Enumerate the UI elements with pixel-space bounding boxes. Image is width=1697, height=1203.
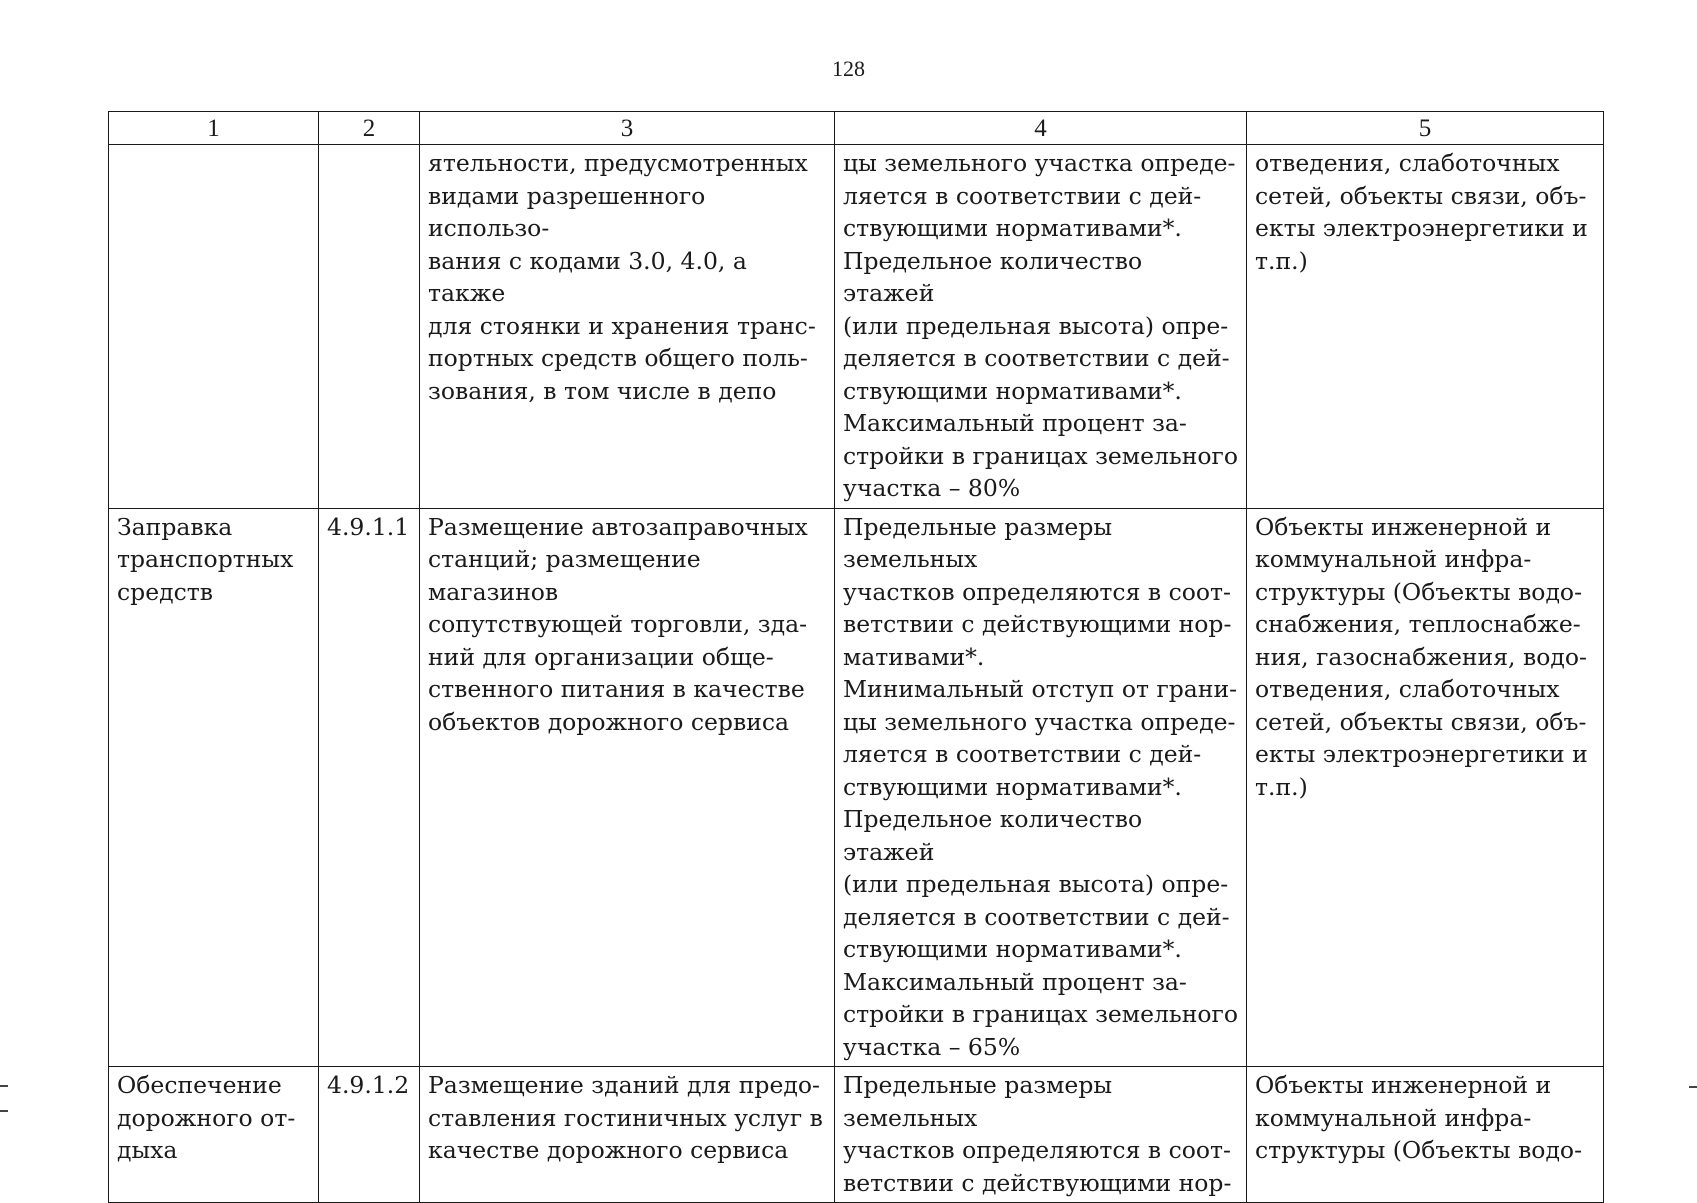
header-row [109,112,1604,145]
margin-scan-mark [0,1110,8,1112]
margin-scan-mark [0,1085,8,1087]
cell-parameters: Предельные размеры земельных участков определяются в соот- ветствии с действующими нор- [835,1067,1247,1203]
column-header-3: 3 [420,112,835,145]
column-header-2: 2 [319,112,420,145]
cell-description: Размещение зданий для предо- ставления гостиничных услуг в качестве дорожного сервиса [420,1067,835,1203]
cell-auxiliary: Объекты инженерной и коммунальной инфра- структуры (Объекты водо- [1247,1067,1604,1203]
cell-parameters: Предельные размеры земельных участков определяются в соот- ветствии с действующими нор- мативами*. Минимальный отступ от грани- цы земельного участка опреде- ляется в соответствии с дей- ствующими нормативами*. Предельное количество этажей (или предельная высота) опре- деляется в соответствии с дей- ствующими нормативами*. Максимальный процент за- стройки в границах земельного участка – 65% [835,508,1247,1067]
cell-name: Обеспечение дорожного от- дыха [109,1067,319,1203]
cell-auxiliary: Объекты инженерной и коммунальной инфра- структуры (Объекты водо- снабжения, теплоснабже- ния, газоснабжения, водо- отведения, слаботочных сетей, объекты связи, объ- екты электроэнергетики и т.п.) [1247,508,1604,1067]
cell-auxiliary: отведения, слаботочных сетей, объекты связи, объ- екты электроэнергетики и т.п.) [1247,145,1604,509]
cell-description: Размещение автозаправочных станций; размещение магазинов сопутствующей торговли, зда- ний для организации обще- ственного питания в качестве объектов дорожного сервиса [420,508,835,1067]
land-use-table [108,111,1604,1203]
table-row [109,1067,1604,1203]
margin-scan-mark [1689,1086,1697,1088]
cell-code: 4.9.1.2 [319,1067,420,1203]
cell-name [109,145,319,509]
column-header-5: 5 [1247,112,1604,145]
cell-code: 4.9.1.1 [319,508,420,1067]
column-header-1: 1 [109,112,319,145]
cell-code [319,145,420,509]
cell-parameters: цы земельного участка опреде- ляется в соответствии с дей- ствующими нормативами*. Предельное количество этажей (или предельная высота) опре- деляется в соответствии с дей- ствующими нормативами*. Максимальный процент за- стройки в границах земельного участка – 80% [835,145,1247,509]
table-row [109,508,1604,1067]
column-header-4: 4 [835,112,1247,145]
cell-description: ятельности, предусмотренных видами разрешенного использо- вания с кодами 3.0, 4.0, а также для стоянки и хранения транс- портных средств общего поль- зования, в том числе в депо [420,145,835,509]
cell-name: Заправка транспортных средств [109,508,319,1067]
page-number: 128 [832,56,865,81]
table-row [109,145,1604,509]
